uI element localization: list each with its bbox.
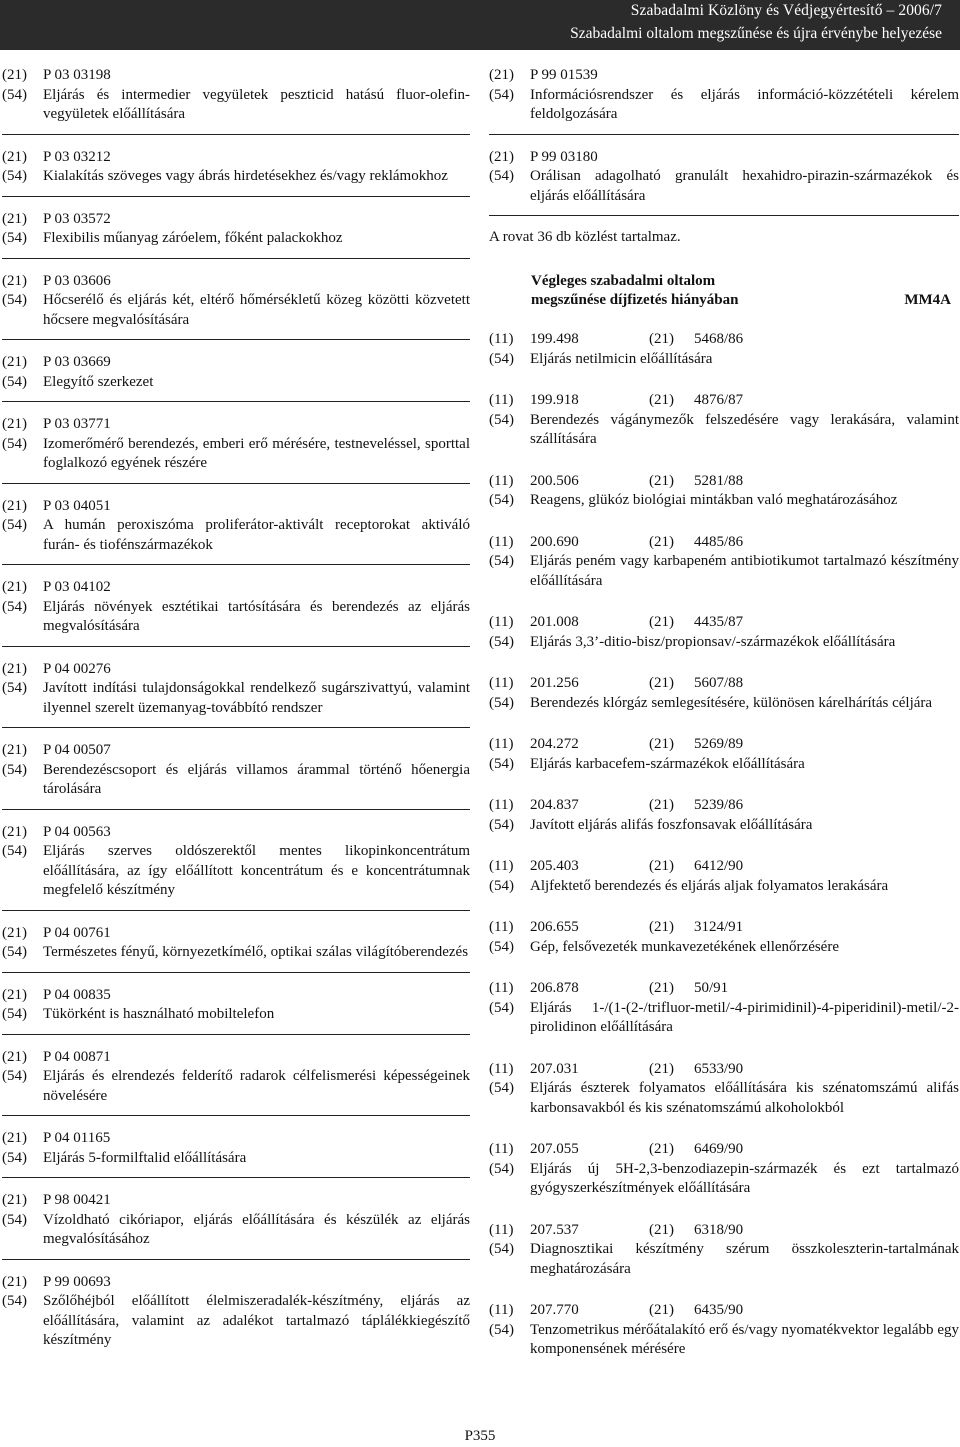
lapsed-patent-entry xyxy=(489,1301,959,1360)
application-entry xyxy=(2,1048,470,1117)
page-number: P355 xyxy=(464,1428,496,1444)
patent-number: 207.770 xyxy=(530,1302,579,1318)
field-code-54: (54) xyxy=(2,843,27,859)
application-entry xyxy=(2,578,470,647)
application-number: P 99 01539 xyxy=(530,67,598,83)
title-row xyxy=(489,86,959,125)
invention-title: Izomerőmérő berendezés, emberi erő mérésére, testneveléssel, sporttal foglalkozó egyének részére xyxy=(43,435,470,471)
field-code-54: (54) xyxy=(2,435,27,452)
field-code-54: (54) xyxy=(489,1321,514,1338)
section-note: A rovat 36 db közlést tartalmaz. xyxy=(489,229,681,245)
invention-title: Berendezés klórgáz semlegesítésére, különösen kárelhárítás céljára xyxy=(530,694,933,711)
application-number-row xyxy=(2,415,470,435)
patent-number-row xyxy=(489,796,959,816)
field-code-11: (11) xyxy=(489,736,514,752)
field-code-21: (21) xyxy=(649,1060,674,1077)
field-code-54: (54) xyxy=(489,411,514,428)
application-number: 6469/90 xyxy=(694,1141,744,1157)
patent-number: 200.690 xyxy=(530,533,579,550)
application-number-row xyxy=(2,986,470,1006)
field-code-54: (54) xyxy=(489,755,514,772)
invention-title: Eljárás 5-formilftalid előállítására xyxy=(43,1149,247,1166)
invention-title: Aljfektető berendezés és eljárás aljak folyamatos lerakására xyxy=(530,877,889,894)
patent-number-row xyxy=(489,613,959,633)
application-number-row xyxy=(489,148,959,168)
lapsed-patent-entry xyxy=(489,533,959,592)
invention-title: Diagnosztikai készítmény szérum összkoleszterin-tartalmának meghatározására xyxy=(530,1241,959,1277)
invention-title: Kialakítás szöveges vagy ábrás hirdetésekhez és/vagy reklámokhoz xyxy=(43,168,448,184)
application-number: 4876/87 xyxy=(694,392,744,408)
application-entry xyxy=(2,148,470,197)
lapsed-patent-entry xyxy=(489,1221,959,1280)
patent-number: 207.031 xyxy=(530,1060,579,1077)
application-number: P 98 00421 xyxy=(43,1192,111,1208)
lapsed-patent-entry xyxy=(489,796,959,835)
title-row xyxy=(489,755,959,775)
field-code-21: (21) xyxy=(2,1273,27,1290)
invention-title: Eljárás és elrendezés felderítő radarok célfelismerési képességeinek növelésére xyxy=(43,1068,470,1104)
application-number: P 03 03669 xyxy=(43,354,111,370)
field-code-11: (11) xyxy=(489,980,514,996)
application-entry xyxy=(2,924,470,973)
lapsed-section-heading xyxy=(531,272,959,310)
field-code-54: (54) xyxy=(489,999,514,1016)
application-number: P 03 04051 xyxy=(43,497,111,514)
invention-title: Eljárás észterek folyamatos előállítására kis szénatomszámú alifás karbonsavakból és kis szénatomszámú alkoholokból xyxy=(530,1080,959,1116)
application-number-row xyxy=(2,210,470,230)
title-row xyxy=(489,552,959,591)
field-code-11: (11) xyxy=(489,858,514,874)
application-number-row xyxy=(2,741,470,761)
field-code-54: (54) xyxy=(2,373,27,390)
field-code-54: (54) xyxy=(489,877,514,894)
patent-number: 201.008 xyxy=(530,614,579,630)
patent-number: 207.055 xyxy=(530,1141,579,1157)
application-number: P 04 00563 xyxy=(43,823,111,840)
patent-number-row xyxy=(489,1060,959,1080)
application-number-row xyxy=(2,66,470,86)
title-row xyxy=(489,1240,959,1279)
patent-number: 205.403 xyxy=(530,858,579,874)
title-row xyxy=(489,350,959,370)
field-code-21: (21) xyxy=(2,416,27,432)
title-row xyxy=(489,816,959,836)
lapsed-patent-entry xyxy=(489,674,959,713)
invention-title: Tenzometrikus mérőátalakító erő és/vagy nyomatékvektor legalább egy komponensének mérésére xyxy=(530,1321,959,1357)
application-number: 5468/86 xyxy=(694,331,744,347)
lapsed-patent-entry xyxy=(489,735,959,774)
application-number: 50/91 xyxy=(694,980,729,996)
field-code-54: (54) xyxy=(489,633,514,650)
field-code-54: (54) xyxy=(489,350,514,367)
application-number-row xyxy=(2,353,470,373)
title-row xyxy=(2,943,470,963)
field-code-54: (54) xyxy=(2,598,27,615)
field-code-11: (11) xyxy=(489,1302,514,1318)
patent-number: 204.837 xyxy=(530,797,579,813)
invention-title: Eljárás szerves oldószerektől mentes likopinkoncentrátum előállítására, az így előállított koncentrátum és e koncentrátumnak megfelelő készítmény xyxy=(43,843,470,898)
field-code-21: (21) xyxy=(2,660,27,677)
invention-title: Reagens, glükóz biológiai mintákban való meghatározásához xyxy=(530,492,898,508)
field-code-21: (21) xyxy=(649,1141,674,1157)
field-code-11: (11) xyxy=(489,675,514,691)
heading-line-1: Végleges szabadalmi oltalom xyxy=(531,273,716,289)
application-number: P 03 03212 xyxy=(43,148,111,165)
application-entry xyxy=(2,272,470,341)
title-row xyxy=(2,291,470,330)
invention-title: A humán peroxiszóma proliferátor-aktivált receptorokat aktiváló furán- és tiofénszármazékok xyxy=(43,517,470,553)
patent-number: 206.655 xyxy=(530,919,579,935)
application-entry xyxy=(2,660,470,729)
application-entry xyxy=(2,1129,470,1178)
title-row xyxy=(2,1067,470,1106)
field-code-54: (54) xyxy=(2,761,27,778)
application-number: P 03 04102 xyxy=(43,579,111,595)
field-code-21: (21) xyxy=(649,797,674,813)
invention-title: Berendezéscsoport és eljárás villamos árammal történő hőenergia tárolására xyxy=(43,761,470,797)
application-number: P 04 00835 xyxy=(43,986,111,1003)
title-row xyxy=(489,167,959,206)
title-row xyxy=(2,1211,470,1250)
application-number-row xyxy=(2,148,470,168)
invention-title: Szőlőhéjból előállított élelmiszeradalék-készítmény, eljárás az előállítására, valamint az adalékot tartalmazó táplálékkiegészítő készítmény xyxy=(43,1293,470,1348)
patent-number-row xyxy=(489,330,959,350)
invention-title: Berendezés vágánymezők felszedésére vagy lerakására, valamint szállítására xyxy=(530,411,959,447)
application-entry xyxy=(2,415,470,484)
application-number: P 03 03606 xyxy=(43,272,111,289)
lapsed-patent-entry xyxy=(489,979,959,1038)
lapsed-patent-entry xyxy=(489,472,959,511)
application-number: 5281/88 xyxy=(694,472,744,489)
field-code-21: (21) xyxy=(649,858,674,874)
field-code-21: (21) xyxy=(2,210,27,227)
title-row xyxy=(489,1160,959,1199)
application-number: P 03 03771 xyxy=(43,416,111,432)
title-row xyxy=(2,761,470,800)
application-number: P 03 03572 xyxy=(43,210,111,227)
patent-number-row xyxy=(489,674,959,694)
application-number: 3124/91 xyxy=(694,919,744,935)
invention-title: Eljárás 1-/(1-(2-/trifluor-metil/-4-pirimidinil)-4-piperidinil)-metil/-2-pirolidinon előállítására xyxy=(530,999,959,1035)
field-code-54: (54) xyxy=(2,168,27,184)
invention-title: Vízoldható cikóriapor, eljárás előállítására és készülék az eljárás megvalósításához xyxy=(43,1211,470,1247)
patent-number-row xyxy=(489,857,959,877)
field-code-11: (11) xyxy=(489,331,514,347)
field-code-21: (21) xyxy=(649,980,674,996)
field-code-21: (21) xyxy=(649,472,674,489)
field-code-54: (54) xyxy=(2,86,27,103)
field-code-54: (54) xyxy=(489,816,514,833)
title-row xyxy=(489,491,959,511)
application-entry xyxy=(2,210,470,259)
field-code-21: (21) xyxy=(2,924,27,941)
patent-number-row xyxy=(489,1301,959,1321)
patent-number-row xyxy=(489,979,959,999)
application-entry xyxy=(2,741,470,810)
title-row xyxy=(489,1079,959,1118)
application-number: P 04 00871 xyxy=(43,1048,111,1065)
title-row xyxy=(489,999,959,1038)
heading-line-2: megszűnése díjfizetés hiányában xyxy=(531,292,739,308)
field-code-11: (11) xyxy=(489,533,514,550)
field-code-11: (11) xyxy=(489,1141,514,1157)
section-title: Szabadalmi oltalom megszűnése és újra érvénybe helyezése xyxy=(570,25,942,42)
application-number: 4435/87 xyxy=(694,614,744,630)
field-code-54: (54) xyxy=(2,1006,27,1022)
field-code-11: (11) xyxy=(489,1221,514,1238)
invention-title: Eljárás peném vagy karbapeném antibiotikumot tartalmazó készítmény előállítására xyxy=(530,553,959,589)
field-code-21: (21) xyxy=(649,533,674,550)
field-code-54: (54) xyxy=(489,1241,514,1257)
right-entry-list xyxy=(489,66,959,216)
application-number: P 04 00761 xyxy=(43,924,111,941)
lapsed-patent-entry xyxy=(489,1140,959,1199)
field-code-54: (54) xyxy=(489,492,514,508)
field-code-11: (11) xyxy=(489,614,514,630)
invention-title: Tükörként is használható mobiltelefon xyxy=(43,1006,275,1022)
field-code-21: (21) xyxy=(2,823,27,840)
title-row xyxy=(489,877,959,897)
field-code-21: (21) xyxy=(649,736,674,752)
field-code-54: (54) xyxy=(2,1068,27,1084)
lapsed-patent-entry xyxy=(489,857,959,896)
lapsed-entry-list xyxy=(489,330,959,1360)
lapsed-patent-entry xyxy=(489,1060,959,1119)
title-row xyxy=(2,842,470,901)
page-header xyxy=(0,0,960,50)
field-code-54: (54) xyxy=(489,86,514,103)
title-row xyxy=(2,1292,470,1351)
application-number: P 03 03198 xyxy=(43,67,111,83)
application-entry xyxy=(2,497,470,566)
title-row xyxy=(2,679,470,718)
field-code-21: (21) xyxy=(2,1192,27,1208)
lapsed-patent-entry xyxy=(489,330,959,369)
field-code-21: (21) xyxy=(649,614,674,630)
application-number: 6533/90 xyxy=(694,1060,744,1077)
title-row xyxy=(2,1149,470,1169)
field-code-21: (21) xyxy=(2,67,27,83)
application-number-row xyxy=(2,1273,470,1293)
field-code-54: (54) xyxy=(489,938,514,955)
application-entry xyxy=(2,1191,470,1260)
field-code-11: (11) xyxy=(489,919,514,935)
application-number-row xyxy=(2,1048,470,1068)
application-entry xyxy=(2,823,470,911)
application-number: 6412/90 xyxy=(694,858,744,874)
application-number-row xyxy=(2,497,470,517)
field-code-21: (21) xyxy=(649,1302,674,1318)
title-row xyxy=(489,411,959,450)
title-row xyxy=(2,598,470,637)
field-code-54: (54) xyxy=(489,1160,514,1177)
field-code-54: (54) xyxy=(2,680,27,696)
field-code-21: (21) xyxy=(2,742,27,758)
field-code-21: (21) xyxy=(649,919,674,935)
invention-title: Orálisan adagolható granulált hexahidro-pirazin-származékok és eljárás előállítására xyxy=(530,168,959,204)
patent-number-row xyxy=(489,1140,959,1160)
journal-title: Szabadalmi Közlöny és Védjegyértesítő – 2006/7 xyxy=(630,2,942,19)
application-number-row xyxy=(2,1191,470,1211)
application-number-row xyxy=(2,1129,470,1149)
field-code-21: (21) xyxy=(489,67,514,83)
field-code-21: (21) xyxy=(2,986,27,1003)
field-code-11: (11) xyxy=(489,797,514,813)
application-number-row xyxy=(2,272,470,292)
patent-number: 199.918 xyxy=(530,392,579,408)
field-code-11: (11) xyxy=(489,472,514,489)
application-number: 5239/86 xyxy=(694,797,744,813)
application-number-row xyxy=(489,66,959,86)
left-entry-list xyxy=(2,66,470,1351)
application-entry xyxy=(489,148,959,217)
field-code-21: (21) xyxy=(2,497,27,514)
application-number: 6435/90 xyxy=(694,1302,744,1318)
title-row xyxy=(2,1005,470,1025)
patent-number-row xyxy=(489,472,959,492)
invention-title: Eljárás és intermedier vegyületek peszticid hatású fluor-olefin-vegyületek előállítására xyxy=(43,86,470,122)
invention-title: Eljárás 3,3’-ditio-bisz/propionsav/-származékok előállítására xyxy=(530,633,896,650)
invention-title: Eljárás új 5H-2,3-benzodiazepin-származék és ezt tartalmazó gyógyszerkészítmények előállítására xyxy=(530,1160,959,1196)
field-code-54: (54) xyxy=(2,1293,27,1309)
field-code-21: (21) xyxy=(489,148,514,165)
patent-number-row xyxy=(489,391,959,411)
patent-number: 200.506 xyxy=(530,472,579,489)
left-column xyxy=(2,66,470,1364)
application-number: P 04 01165 xyxy=(43,1130,111,1146)
patent-number: 206.878 xyxy=(530,980,579,996)
title-row xyxy=(2,373,470,393)
invention-title: Flexibilis műanyag záróelem, főként palackokhoz xyxy=(43,230,343,246)
field-code-21: (21) xyxy=(649,331,674,347)
patent-number: 207.537 xyxy=(530,1221,579,1238)
invention-title: Természetes fényű, környezetkímélő, optikai szálas világítóberendezés xyxy=(43,944,469,960)
application-number: 5607/88 xyxy=(694,675,744,691)
lapsed-patent-entry xyxy=(489,613,959,652)
field-code-21: (21) xyxy=(2,1130,27,1146)
field-code-21: (21) xyxy=(2,354,27,370)
patent-number-row xyxy=(489,533,959,553)
invention-title: Elegyítő szerkezet xyxy=(43,373,154,390)
application-number: 6318/90 xyxy=(694,1221,744,1238)
application-number-row xyxy=(2,924,470,944)
patent-number: 199.498 xyxy=(530,331,579,347)
application-number: 4485/86 xyxy=(694,533,744,550)
field-code-11: (11) xyxy=(489,392,514,408)
field-code-54: (54) xyxy=(489,694,514,711)
field-code-54: (54) xyxy=(489,553,514,569)
application-entry xyxy=(2,1273,470,1351)
title-row xyxy=(2,435,470,474)
application-number: P 99 03180 xyxy=(530,148,598,165)
title-row xyxy=(489,633,959,653)
application-entry xyxy=(489,66,959,135)
field-code-21: (21) xyxy=(2,148,27,165)
field-code-21: (21) xyxy=(2,579,27,595)
title-row xyxy=(489,694,959,714)
title-row xyxy=(2,229,470,249)
title-row xyxy=(2,516,470,555)
invention-title: Eljárás karbacefem-származékok előállítására xyxy=(530,755,805,772)
field-code-54: (54) xyxy=(2,230,27,246)
patent-number-row xyxy=(489,735,959,755)
field-code-21: (21) xyxy=(2,1048,27,1065)
application-number-row xyxy=(2,823,470,843)
title-row xyxy=(2,86,470,125)
title-row xyxy=(489,1321,959,1360)
application-number: 5269/89 xyxy=(694,736,744,752)
field-code-54: (54) xyxy=(2,292,27,308)
field-code-54: (54) xyxy=(489,1080,514,1096)
title-row xyxy=(489,938,959,958)
section-code: MM4A xyxy=(904,292,951,308)
field-code-21: (21) xyxy=(649,675,674,691)
patent-number-row xyxy=(489,1221,959,1241)
patent-number: 201.256 xyxy=(530,675,579,691)
invention-title: Hőcserélő és eljárás két, eltérő hőmérsékletű közeg közötti közvetett hőcsere megvalósítására xyxy=(43,292,470,328)
application-number: P 04 00276 xyxy=(43,660,111,677)
application-number-row xyxy=(2,660,470,680)
application-entry xyxy=(2,353,470,402)
invention-title: Eljárás növények esztétikai tartósítására és berendezés az eljárás megvalósítására xyxy=(43,598,470,634)
application-entry xyxy=(2,986,470,1035)
application-number: P 04 00507 xyxy=(43,742,111,758)
field-code-21: (21) xyxy=(2,272,27,289)
invention-title: Javított eljárás alifás foszfonsavak előállítására xyxy=(530,816,813,833)
patent-number: 204.272 xyxy=(530,736,579,752)
invention-title: Gép, felsővezeték munkavezetékének ellenőrzésére xyxy=(530,938,839,955)
invention-title: Eljárás netilmicin előállítására xyxy=(530,350,713,367)
invention-title: Javított indítási tulajdonságokkal rendelkező sugárszivattyú, valamint ilyennel szerelt üzemanyag-továbbító rendszer xyxy=(43,680,470,716)
field-code-54: (54) xyxy=(2,944,27,960)
field-code-21: (21) xyxy=(649,392,674,408)
field-code-11: (11) xyxy=(489,1060,514,1077)
application-number-row xyxy=(2,578,470,598)
application-entry xyxy=(2,66,470,135)
invention-title: Információsrendszer és eljárás információ-közzétételi kérelem feldolgozására xyxy=(530,86,959,122)
patent-number-row xyxy=(489,918,959,938)
lapsed-patent-entry xyxy=(489,918,959,957)
lapsed-patent-entry xyxy=(489,391,959,450)
title-row xyxy=(2,167,470,187)
field-code-54: (54) xyxy=(2,517,27,533)
application-number: P 99 00693 xyxy=(43,1273,111,1290)
field-code-54: (54) xyxy=(489,168,514,184)
field-code-54: (54) xyxy=(2,1149,27,1166)
field-code-54: (54) xyxy=(2,1211,27,1228)
field-code-21: (21) xyxy=(649,1221,674,1238)
right-column xyxy=(489,66,959,1382)
